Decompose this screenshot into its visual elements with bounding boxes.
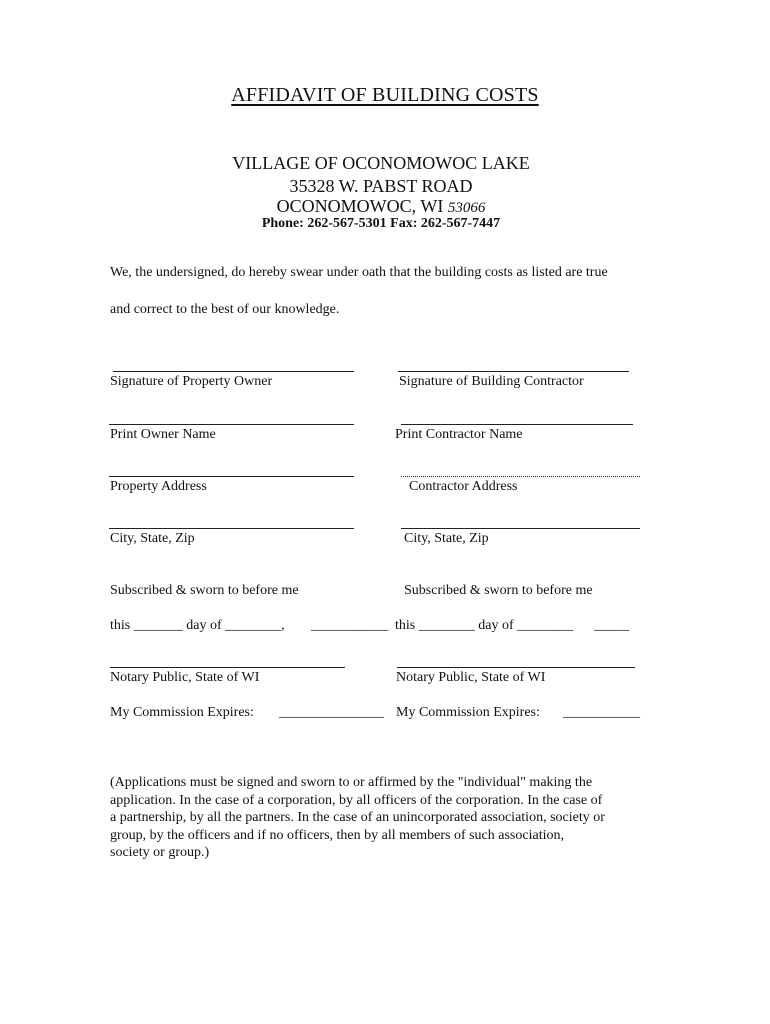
contractor-signature-field[interactable]: [398, 371, 629, 372]
owner-notary-signature-field[interactable]: [110, 667, 345, 668]
contractor-signature-label: Signature of Building Contractor: [399, 374, 584, 389]
oath-line-1: We, the undersigned, do hereby swear under oath that the building costs as listed are true: [110, 265, 608, 280]
contractor-city-state-zip-field[interactable]: [401, 528, 640, 529]
owner-name-field[interactable]: [109, 424, 354, 425]
note-line: society or group.): [110, 845, 210, 860]
contractor-commission-label: My Commission Expires:: [396, 705, 540, 720]
owner-commission-label: My Commission Expires:: [110, 705, 254, 720]
contractor-address-label: Contractor Address: [409, 479, 518, 494]
contractor-sworn-statement: Subscribed & sworn to before me: [404, 583, 593, 598]
village-street: 35328 W. PABST ROAD: [289, 176, 473, 196]
note-line: group, by the officers and if no officers, then by all members of such association,: [110, 827, 564, 843]
phone-fax: Phone: 262-567-5301 Fax: 262-567-7447: [261, 216, 501, 231]
owner-city-state-zip-label: City, State, Zip: [110, 531, 195, 546]
contractor-notary-signature-field[interactable]: [397, 667, 635, 668]
property-address-label: Property Address: [110, 479, 207, 494]
zip-code: 53066: [447, 200, 486, 216]
owner-sworn-statement: Subscribed & sworn to before me: [110, 583, 299, 598]
contractor-sworn-year-field[interactable]: _____: [594, 618, 629, 633]
note-line: application. In the case of a corporation, by all officers of the corporation. In the case of: [110, 792, 603, 808]
owner-commission-field[interactable]: _______________: [279, 705, 384, 720]
note-line: (Applications must be signed and sworn to or affirmed by the "individual" making the: [110, 775, 593, 790]
oath-line-2: and correct to the best of our knowledge.: [110, 302, 340, 317]
city-state: OCONOMOWOC, WI: [276, 196, 444, 216]
owner-sworn-date-field[interactable]: this _______ day of ________,: [110, 618, 285, 633]
village-name: VILLAGE OF OCONOMOWOC LAKE: [232, 153, 530, 173]
owner-signature-label: Signature of Property Owner: [110, 374, 273, 389]
village-city: [0, 196, 762, 217]
contractor-name-label: Print Contractor Name: [395, 427, 523, 442]
contractor-name-field[interactable]: [401, 424, 633, 425]
contractor-sworn-date-field[interactable]: this ________ day of ________: [395, 618, 574, 633]
signing-requirements-note: [110, 774, 670, 862]
owner-signature-field[interactable]: [113, 371, 354, 372]
document-title: AFFIDAVIT OF BUILDING COSTS: [231, 84, 539, 106]
property-address-field[interactable]: [109, 476, 354, 477]
note-line: a partnership, by all the partners. In the case of an unincorporated association, society or: [110, 810, 605, 825]
contractor-commission-field[interactable]: ___________: [563, 705, 640, 720]
contractor-city-state-zip-label: City, State, Zip: [404, 531, 489, 546]
owner-notary-label: Notary Public, State of WI: [110, 670, 260, 685]
owner-name-label: Print Owner Name: [110, 427, 216, 442]
contractor-address-field[interactable]: [401, 476, 640, 477]
owner-sworn-year-field[interactable]: ___________: [311, 618, 388, 633]
owner-city-state-zip-field[interactable]: [109, 528, 354, 529]
contractor-notary-label: Notary Public, State of WI: [396, 670, 546, 685]
